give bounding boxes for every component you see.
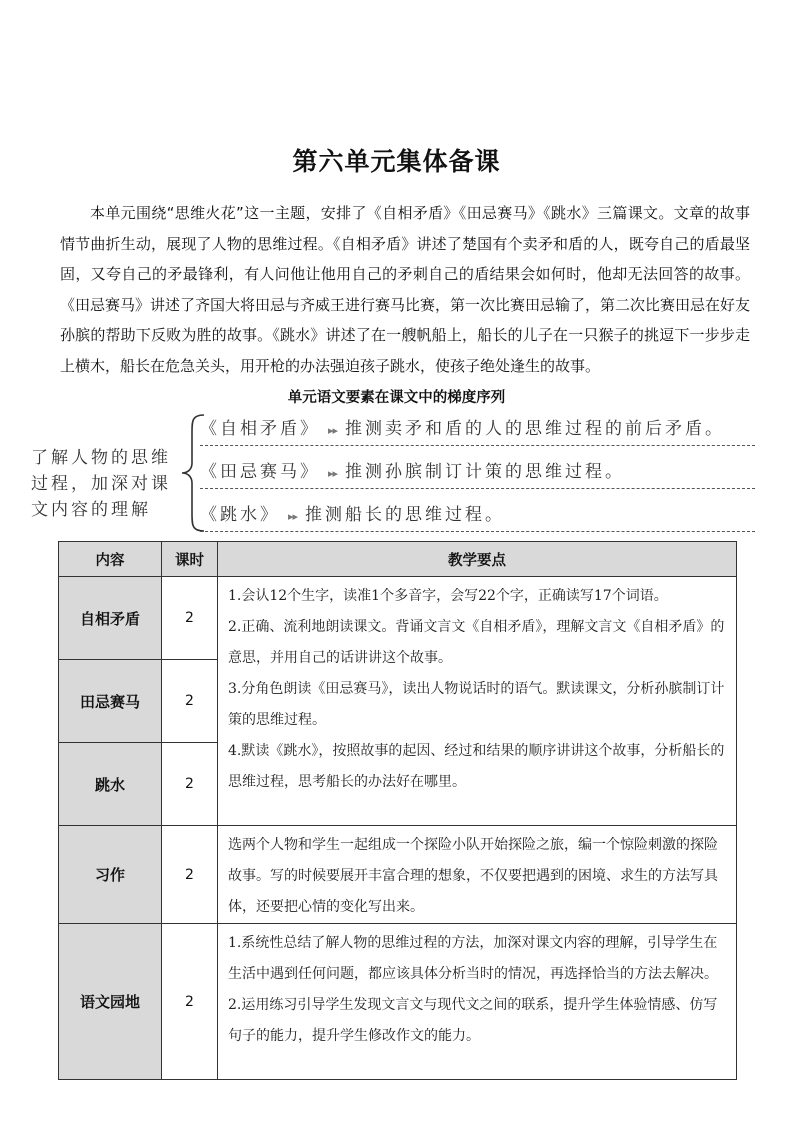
- lesson-hours: 2: [162, 577, 218, 660]
- header-key-points: 教学要点: [218, 542, 737, 577]
- lesson-name: 田忌赛马: [59, 660, 162, 743]
- sequence-title: 单元语文要素在课文中的梯度序列: [287, 390, 506, 406]
- table-header-row: [59, 542, 737, 577]
- key-points: [218, 577, 737, 826]
- lesson-hours: 2: [162, 660, 218, 743]
- table-row: [59, 577, 737, 660]
- sequence-lesson: 《自相矛盾》: [200, 419, 320, 439]
- page-title: 第六单元集体备课: [292, 147, 501, 176]
- lesson-hours: 2: [162, 826, 218, 924]
- sequence-lesson: 《跳水》: [200, 505, 280, 525]
- key-point: 3.分角色朗读《田忌赛马》，读出人物说话时的语气。默读课文，分析孙膑制订计策的思维过程。: [228, 681, 725, 728]
- sequence-lesson: 《田忌赛马》: [200, 462, 320, 482]
- teaching-plan-table: [58, 541, 737, 1080]
- lesson-name: 跳水: [59, 743, 162, 826]
- table-row: [59, 826, 737, 924]
- sequence-item: [200, 413, 755, 446]
- sequence-item: [200, 499, 755, 532]
- key-point: 2.运用练习引导学生发现文言文与现代文之间的联系，提升学生体验情感、仿写句子的能力，提升学生修改作文的能力。: [228, 997, 718, 1044]
- key-points: [218, 826, 737, 924]
- key-point: 选两个人物和学生一起组成一个探险小队开始探险之旅，编一个惊险刺激的探险故事。写的时候要展开丰富合理的想象，不仅要把遇到的困境、求生的方法写具体，还要把心情的变化写出来。: [228, 837, 718, 915]
- sequence-item: [200, 456, 755, 489]
- key-point: 2.正确、流利地朗读课文。背诵文言文《自相矛盾》，理解文言文《自相矛盾》的意思，并用自己的话讲讲这个故事。: [228, 619, 725, 666]
- key-point: 1.系统性总结了解人物的思维过程的方法，加深对课文内容的理解，引导学生在生活中遇到任何问题，都应该具体分析当时的情况，再选择恰当的方法去解决。: [228, 935, 718, 982]
- lesson-hours: 2: [162, 924, 218, 1080]
- sequence-goal: 推测船长的思维过程。: [305, 505, 506, 525]
- arrow-icon: ▸▸: [328, 424, 338, 437]
- unit-concept: 了解人物的思维过程，加深对课文内容的理解: [31, 448, 171, 520]
- unit-introduction: 本单元围绕“思维火花”这一主题，安排了《自相矛盾》《田忌赛马》《跳水》三篇课文。文章的故事情节曲折生动，展现了人物的思维过程。《自相矛盾》讲述了楚国有个卖矛和盾的人，既夸自己的盾最坚固，又夸自己的矛最锋利，有人问他让他用自己的矛刺自己的盾结果会如何时，他却无法回答的故事。《田忌赛马》讲述了齐国大将田忌与齐威王进行赛马比赛，第一次比赛田忌输了，第二次比赛田忌在好友孙膑的帮助下反败为胜的故事。《跳水》讲述了在一艘帆船上，船长的儿子在一只猴子的挑逗下一步步走上横木，船长在危急关头，用开枪的办法强迫孩子跳水，使孩子绝处逢生的故事。: [60, 204, 751, 375]
- header-content: 内容: [59, 542, 162, 577]
- key-point: 1.会认12个生字，读准1个多音字，会写22个字，正确读写17个词语。: [228, 588, 668, 604]
- arrow-icon: ▸▸: [288, 510, 298, 523]
- key-point: 4.默读《跳水》，按照故事的起因、经过和结果的顺序讲讲这个故事，分析船长的思维过程，思考船长的办法好在哪里。: [228, 743, 725, 790]
- table-row: [59, 924, 737, 1080]
- arrow-icon: ▸▸: [328, 467, 338, 480]
- sequence-goal: 推测孙膑制订计策的思维过程。: [345, 462, 626, 482]
- lesson-hours: 2: [162, 743, 218, 826]
- lesson-name: 自相矛盾: [59, 577, 162, 660]
- lesson-name: 习作: [59, 826, 162, 924]
- header-hours: 课时: [162, 542, 218, 577]
- key-points: [218, 924, 737, 1080]
- sequence-goal: 推测卖矛和盾的人的思维过程的前后矛盾。: [345, 419, 726, 439]
- lesson-name: 语文园地: [59, 924, 162, 1080]
